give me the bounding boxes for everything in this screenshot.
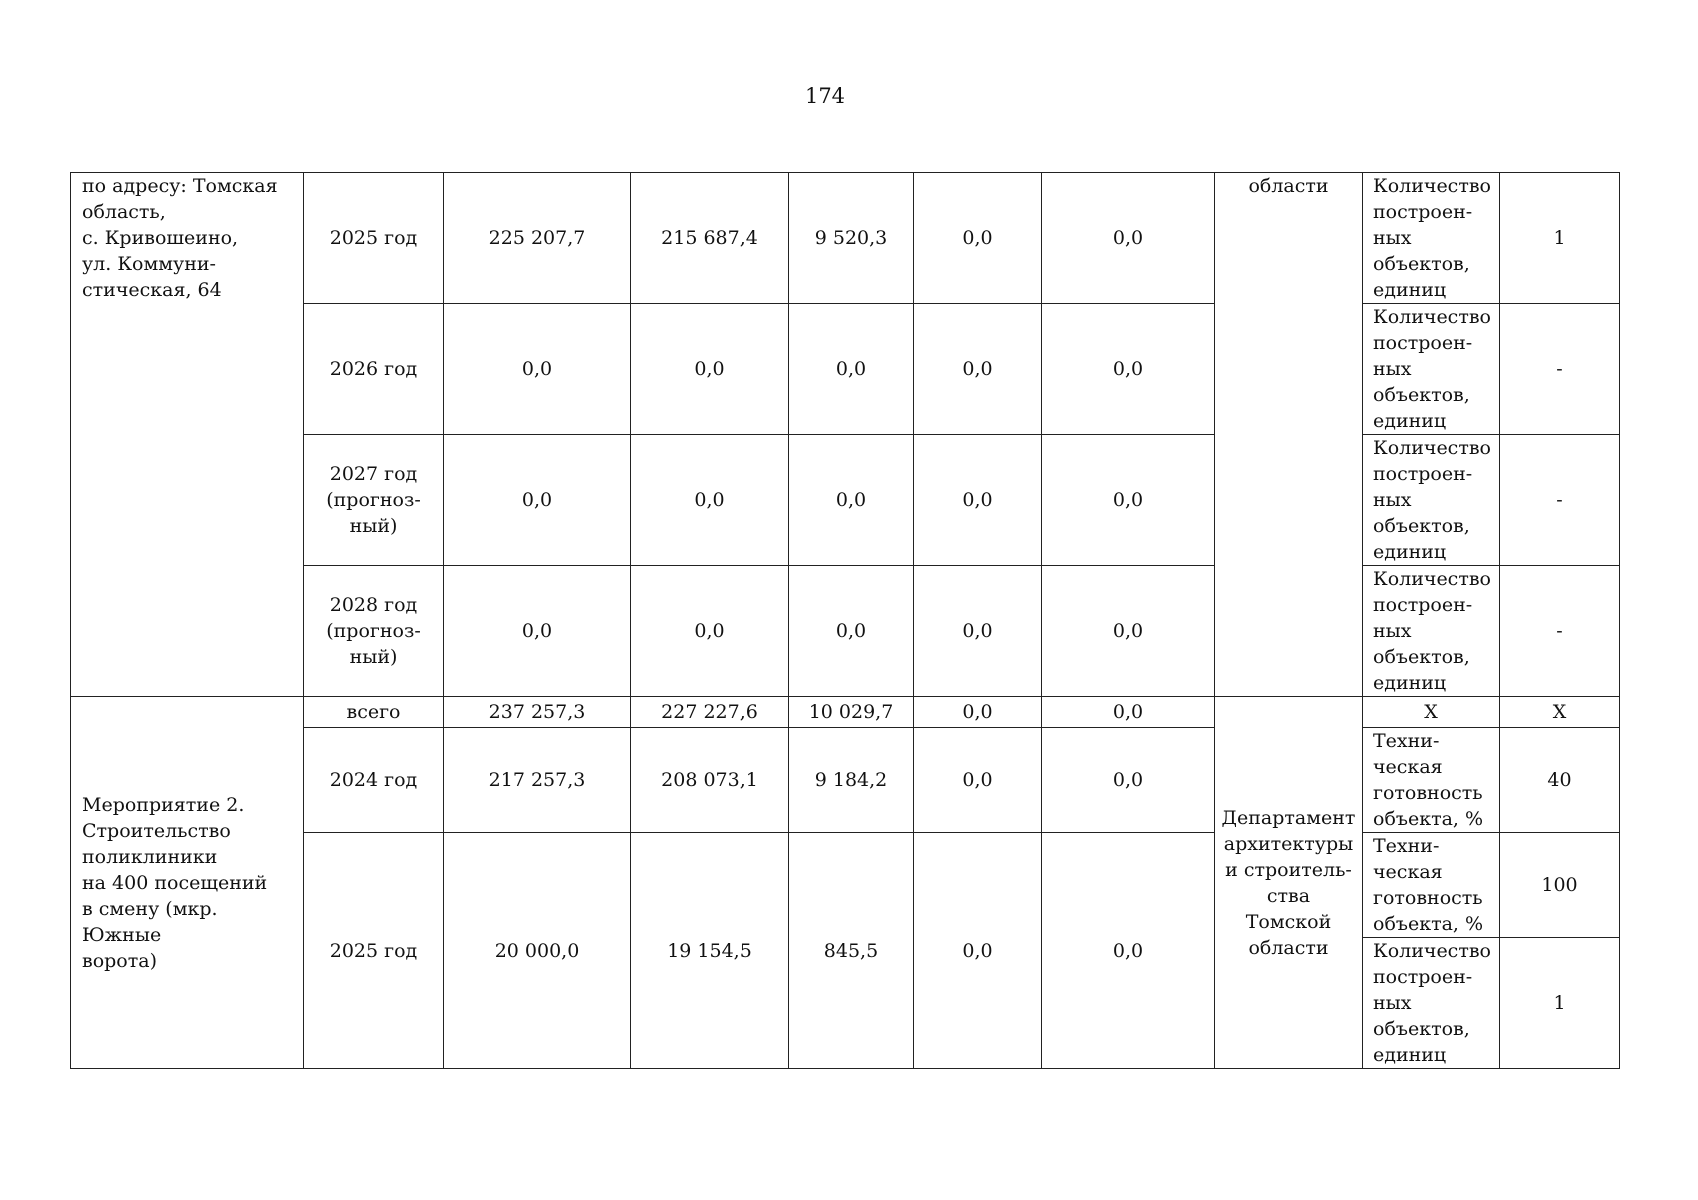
local-cell: 0,0 — [914, 435, 1042, 566]
indicator-value-cell: - — [1500, 566, 1620, 697]
year-cell: 2024 год — [304, 728, 444, 833]
table-row — [71, 728, 1620, 833]
indicator-value-cell: - — [1500, 304, 1620, 435]
executor-cell: области — [1215, 173, 1363, 697]
regional-cell: 0,0 — [789, 435, 914, 566]
activity-description-cell: Мероприятие 2. Строительство поликлиники на 400 посещений в смену (мкр. Южные ворота) — [71, 697, 304, 1069]
regional-cell: 0,0 — [789, 304, 914, 435]
total-cell: 217 257,3 — [444, 728, 631, 833]
indicator-value-cell: 1 — [1500, 173, 1620, 304]
indicator-cell: Количество построен- ных объектов, единиц — [1363, 304, 1500, 435]
year-cell: 2028 год (прогноз- ный) — [304, 566, 444, 697]
other-cell: 0,0 — [1042, 728, 1215, 833]
table-row — [71, 304, 1620, 435]
federal-cell: 0,0 — [631, 304, 789, 435]
federal-cell: 0,0 — [631, 566, 789, 697]
indicator-value-cell: 100 — [1500, 833, 1620, 938]
other-cell: 0,0 — [1042, 697, 1215, 728]
year-cell: 2025 год — [304, 173, 444, 304]
indicator-value-cell: X — [1500, 697, 1620, 728]
table-row — [71, 697, 1620, 728]
local-cell: 0,0 — [914, 833, 1042, 1069]
other-cell: 0,0 — [1042, 173, 1215, 304]
other-cell: 0,0 — [1042, 304, 1215, 435]
other-cell: 0,0 — [1042, 435, 1215, 566]
regional-cell: 0,0 — [789, 566, 914, 697]
regional-cell: 10 029,7 — [789, 697, 914, 728]
total-cell: 0,0 — [444, 435, 631, 566]
page-number: 174 — [804, 84, 846, 108]
indicator-value-cell: - — [1500, 435, 1620, 566]
year-cell: всего — [304, 697, 444, 728]
indicator-cell: Количество построен- ных объектов, единиц — [1363, 435, 1500, 566]
regional-cell: 9 520,3 — [789, 173, 914, 304]
table-row — [71, 173, 1620, 304]
federal-cell: 0,0 — [631, 435, 789, 566]
indicator-cell: Техни- ческая готовность объекта, % — [1363, 728, 1500, 833]
total-cell: 20 000,0 — [444, 833, 631, 1069]
total-cell: 0,0 — [444, 304, 631, 435]
year-cell: 2025 год — [304, 833, 444, 1069]
year-cell: 2027 год (прогноз- ный) — [304, 435, 444, 566]
local-cell: 0,0 — [914, 697, 1042, 728]
other-cell: 0,0 — [1042, 566, 1215, 697]
total-cell: 0,0 — [444, 566, 631, 697]
table-row — [71, 833, 1620, 938]
federal-cell: 19 154,5 — [631, 833, 789, 1069]
other-cell: 0,0 — [1042, 833, 1215, 1069]
total-cell: 225 207,7 — [444, 173, 631, 304]
indicator-cell: Количество построен- ных объектов, единиц — [1363, 173, 1500, 304]
local-cell: 0,0 — [914, 728, 1042, 833]
indicator-value-cell: 40 — [1500, 728, 1620, 833]
federal-cell: 227 227,6 — [631, 697, 789, 728]
regional-cell: 9 184,2 — [789, 728, 914, 833]
total-cell: 237 257,3 — [444, 697, 631, 728]
year-cell: 2026 год — [304, 304, 444, 435]
indicator-cell: Количество построен- ных объектов, единиц — [1363, 938, 1500, 1069]
indicator-cell: X — [1363, 697, 1500, 728]
federal-cell: 215 687,4 — [631, 173, 789, 304]
indicator-cell: Техни- ческая готовность объекта, % — [1363, 833, 1500, 938]
indicator-cell: Количество построен- ных объектов, единиц — [1363, 566, 1500, 697]
indicator-value-cell: 1 — [1500, 938, 1620, 1069]
local-cell: 0,0 — [914, 173, 1042, 304]
table-row — [71, 566, 1620, 697]
program-table — [70, 172, 1620, 1069]
table-row — [71, 435, 1620, 566]
federal-cell: 208 073,1 — [631, 728, 789, 833]
local-cell: 0,0 — [914, 566, 1042, 697]
activity-address-cell: по адресу: Томская область, с. Кривошеино, ул. Коммуни- стическая, 64 — [71, 173, 304, 697]
regional-cell: 845,5 — [789, 833, 914, 1069]
executor-cell: Департамент архитектуры и строитель- ства Томской области — [1215, 697, 1363, 1069]
local-cell: 0,0 — [914, 304, 1042, 435]
